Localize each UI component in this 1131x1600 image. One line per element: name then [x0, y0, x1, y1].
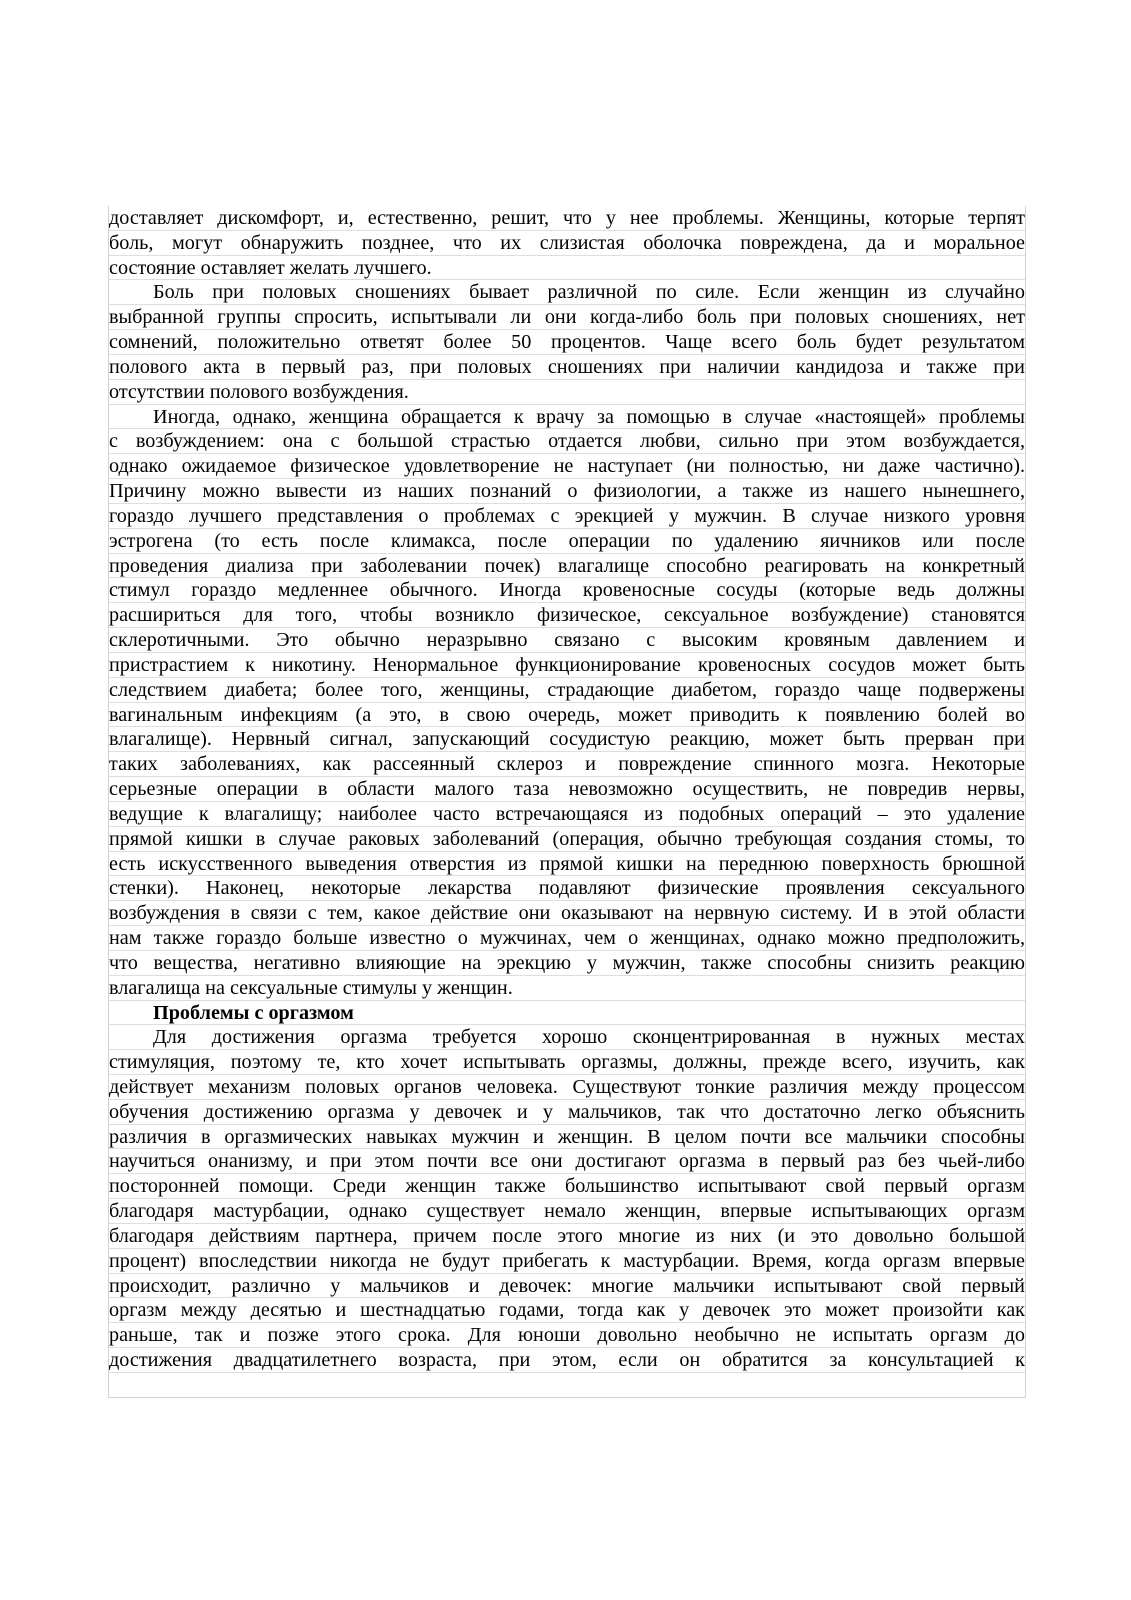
text-line: действует механизм половых органов человека. Существуют тонкие различия между процессом: [109, 1075, 1025, 1098]
text-line: серьезные операции в области малого таза невозможно осуществить, не повредив нервы,: [109, 778, 1025, 801]
text-line: стенки). Наконец, некоторые лекарства подавляют физические проявления сексуального: [109, 877, 1025, 900]
text-line: сомнений, положительно ответят более 50 процентов. Чаще всего боль будет результатом: [109, 331, 1025, 354]
text-line: достижения двадцатилетнего возраста, при этом, если он обратится за консультацией к: [109, 1349, 1025, 1372]
document-body: [108, 206, 1026, 1398]
text-line: ведущие к влагалищу; наиболее часто встречающаяся из подобных операций – это удаление: [109, 802, 1025, 825]
text-line: состояние оставляет желать лучшего.: [109, 256, 1025, 281]
text-line: эстрогена (то есть после климакса, после операции по удалению яичников или после: [109, 529, 1025, 552]
text-line: процент) впоследствии никогда не будут прибегать к мастурбации. Время, когда оргазм впервые: [109, 1249, 1025, 1272]
text-line: посторонней помощи. Среди женщин также большинство испытывают свой первый оргазм: [109, 1175, 1025, 1198]
text-line: оргазм между десятью и шестнадцатью годами, тогда как у девочек это может произойти как: [109, 1299, 1025, 1322]
text-line: раньше, так и позже этого срока. Для юноши довольно необычно не испытать оргазм до: [109, 1324, 1025, 1347]
text-line: Иногда, однако, женщина обращается к врачу за помощью в случае «настоящей» проблемы: [109, 405, 1025, 430]
text-line: проведения диализа при заболевании почек) влагалище способно реагировать на конкретный: [109, 554, 1025, 577]
text-line: стимуляция, поэтому те, кто хочет испытывать оргазмы, должны, прежде всего, изучить, как: [109, 1051, 1025, 1074]
text-line: Для достижения оргазма требуется хорошо сконцентрированная в нужных местах: [109, 1025, 1025, 1050]
text-line: Причину можно вывести из наших познаний о физиологии, а также из нашего нынешнего,: [109, 480, 1025, 503]
text-line: следствием диабета; более того, женщины, страдающие диабетом, гораздо чаще подвержены: [109, 678, 1025, 701]
text-line: возбуждения в связи с тем, какое действие они оказывают на нервную систему. И в этой области: [109, 902, 1025, 925]
text-line: отсутствии полового возбуждения.: [109, 380, 1025, 405]
text-line: различия в оргазмических навыках мужчин и женщин. В целом почти все мальчики способны: [109, 1125, 1025, 1148]
text-line: происходит, различно у мальчиков и девочек: многие мальчики испытывают свой первый: [109, 1274, 1025, 1297]
text-line: таких заболеваниях, как рассеянный склероз и повреждение спинного мозга. Некоторые: [109, 753, 1025, 776]
text-line: с возбуждением: она с большой страстью отдается любви, сильно при этом возбуждается,: [109, 430, 1025, 453]
text-line: прямой кишки в случае раковых заболеваний (операция, обычно требующая создания стомы, то: [109, 827, 1025, 850]
text-line: доставляет дискомфорт, и, естественно, решит, что у нее проблемы. Женщины, которые терпят: [109, 207, 1025, 229]
text-line: вагинальным инфекциям (а это, в свою очередь, может приводить к появлению болей во: [109, 703, 1025, 726]
text-line: обучения достижению оргазма у девочек и у мальчиков, так что достаточно легко объяснить: [109, 1100, 1025, 1123]
text-line: выбранной группы спросить, испытывали ли они когда-либо боль при половых сношениях, нет: [109, 306, 1025, 329]
text-line: гораздо лучшего представления о проблемах с эрекцией у мужчин. В случае низкого уровня: [109, 504, 1025, 527]
text-line: боль, могут обнаружить позднее, что их слизистая оболочка повреждена, да и моральное: [109, 231, 1025, 254]
text-line: научиться онанизму, и при этом почти все они достигают оргазма в первый раз без чьей-либо: [109, 1150, 1025, 1173]
text-line: расшириться для того, чтобы возникло физическое, сексуальное возбуждение) становятся: [109, 604, 1025, 627]
text-line: благодаря действиям партнера, причем после этого многие из них (и это довольно большой: [109, 1224, 1025, 1247]
text-line: нам также гораздо больше известно о мужчинах, чем о женщинах, однако можно предположить,: [109, 927, 1025, 950]
text-line: Боль при половых сношениях бывает различной по силе. Если женщин из случайно: [109, 280, 1025, 305]
text-line: что вещества, негативно влияющие на эрекцию у мужчин, также способны снизить реакцию: [109, 951, 1025, 974]
text-line: есть искусственного выведения отверстия из прямой кишки на переднюю поверхность брюшной: [109, 852, 1025, 875]
text-line: полового акта в первый раз, при половых сношениях при наличии кандидоза и также при: [109, 355, 1025, 378]
text-line: склеротичными. Это обычно неразрывно связано с высоким кровяным давлением и: [109, 629, 1025, 652]
text-line: влагалище). Нервный сигнал, запускающий сосудистую реакцию, может быть прерван при: [109, 728, 1025, 751]
section-heading: Проблемы с оргазмом: [109, 1001, 1025, 1026]
text-line: стимул гораздо медленнее обычного. Иногда кровеносные сосуды (которые ведь должны: [109, 579, 1025, 602]
text-line: благодаря мастурбации, однако существует немало женщин, впервые испытывающих оргазм: [109, 1200, 1025, 1223]
text-line: пристрастием к никотину. Ненормальное функционирование кровеносных сосудов может быть: [109, 653, 1025, 676]
text-line: влагалища на сексуальные стимулы у женщин.: [109, 976, 1025, 1001]
text-line: однако ожидаемое физическое удовлетворение не наступает (ни полностью, ни даже частично).: [109, 455, 1025, 478]
